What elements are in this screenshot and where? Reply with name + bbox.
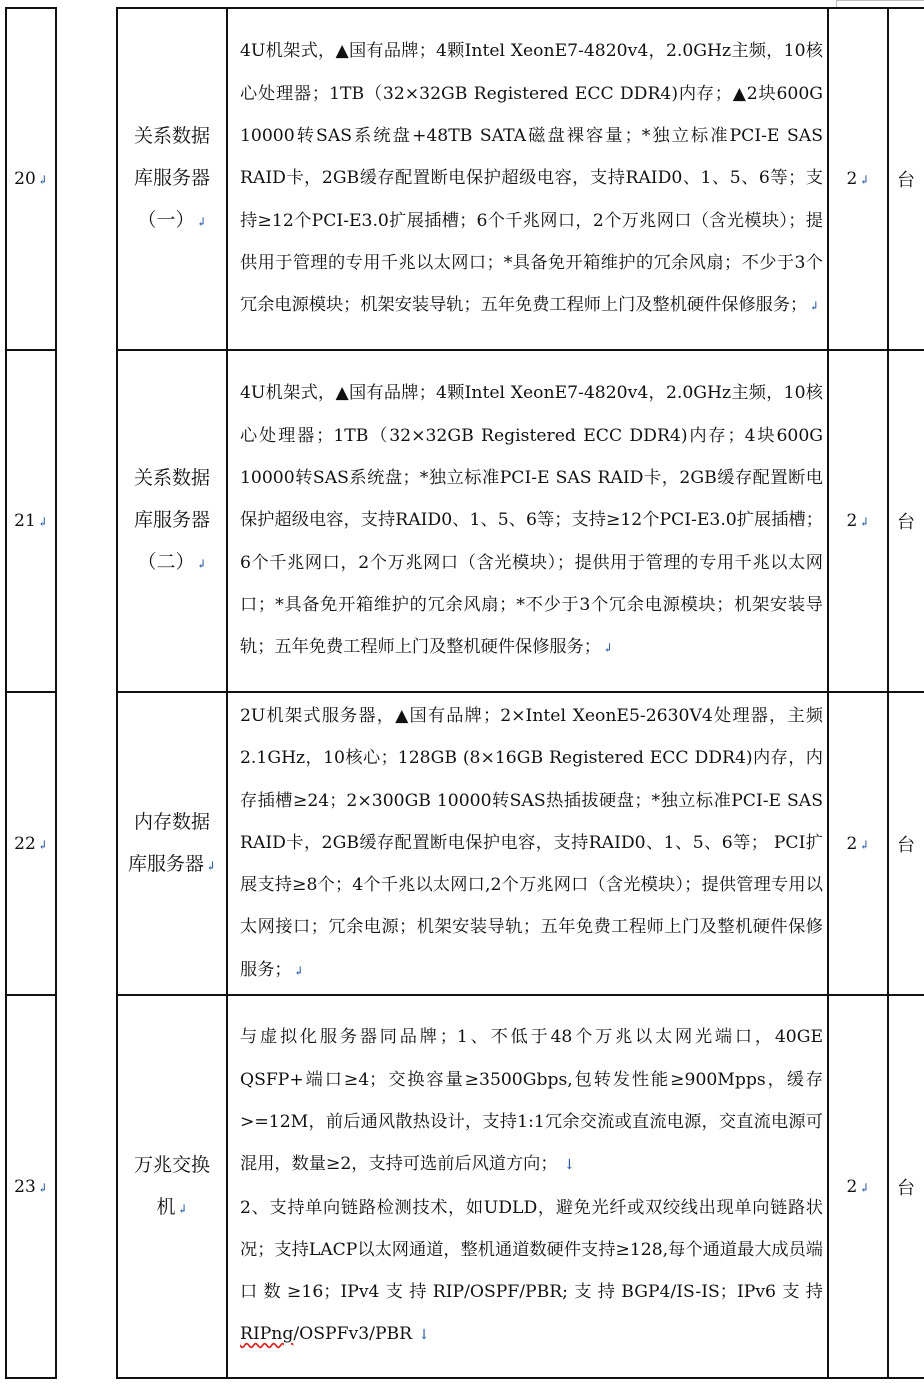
row-number-cell: 20 ↲ — [6, 8, 56, 350]
spec-cell: 4U机架式，▲国有品牌；4颗Intel XeonE7-4820v4，2.0GHz主频，10核心处理器；1TB（32×32GB Registered ECC DDR4)内存；4块600G 10000转SAS系统盘；*独立标准PCI-E SAS RAID卡，2GB缓存配置断电保护超级电容，支持RAID0、1、5、6等；支持≥12个PCI-E3.0扩展插槽；6个千兆网口，2个万兆网口（含光模块）；提供用于管理的专用千兆以太网口；*具备免开箱维护的冗余风扇；*不少于3个冗余电源模块；机架安装导轨；五年免费工程师上门及整机硬件保修服务； ↲ — [227, 350, 828, 692]
spellcheck-underline: RIPng — [240, 1324, 294, 1345]
spec-cell: 4U机架式，▲国有品牌；4颗Intel XeonE7-4820v4，2.0GHz主频，10核心处理器；1TB（32×32GB Registered ECC DDR4)内存；▲2块600G 10000转SAS系统盘+48TB SATA磁盘裸容量；*独立标准PCI-E SAS RAID卡，2GB缓存配置断电保护超级电容，支持RAID0、1、5、6等；支持≥12个PCI-E3.0扩展插槽；6个千兆网口，2个万兆网口（含光模块）；提供用于管理的专用千兆以太网口；*具备免开箱维护的冗余风扇；不少于3个冗余电源模块；机架安装导轨；五年免费工程师上门及整机硬件保修服务； ↲ — [227, 8, 828, 350]
item-name-cell: 关系数据 库服务器 （二） ↲ — [117, 350, 227, 692]
unit-cell: 台 — [888, 692, 924, 995]
quantity-cell: 2 ↲ — [828, 995, 888, 1378]
row-number-cell: 21 ↲ — [6, 350, 56, 692]
spec-table — [5, 7, 924, 1379]
empty-cell — [56, 350, 117, 692]
table-row — [6, 692, 924, 995]
unit-cell: 台 — [888, 350, 924, 692]
row-number-cell: 22 ↲ — [6, 692, 56, 995]
quantity-cell: 2 ↲ — [828, 8, 888, 350]
item-name-cell: 内存数据 库服务器 ↲ — [117, 692, 227, 995]
table-row — [6, 350, 924, 692]
table-row — [6, 8, 924, 350]
quantity-cell: 2 ↲ — [828, 350, 888, 692]
page-corner-mark — [836, 0, 924, 7]
table-row — [6, 995, 924, 1378]
row-number-cell: 23 ↲ — [6, 995, 56, 1378]
empty-cell — [56, 8, 117, 350]
empty-cell — [56, 995, 117, 1378]
item-name-cell: 万兆交换 机 ↲ — [117, 995, 227, 1378]
unit-cell: 台 — [888, 8, 924, 350]
item-name-cell: 关系数据 库服务器 （一） ↲ — [117, 8, 227, 350]
spec-cell: 2U机架式服务器，▲国有品牌；2×Intel XeonE5-2630V4处理器，主频2.1GHz，10核心；128GB (8×16GB Registered ECC DDR4)内存，内存插槽≥24；2×300GB 10000转SAS热插拔硬盘；*独立标准PCI-E SAS RAID卡，2GB缓存配置断电保护电容，支持RAID0、1、5、6等； PCI扩展支持≥8个；4个千兆以太网口,2个万兆网口（含光模块）；提供管理专用以太网接口；冗余电源；机架安装导轨；五年免费工程师上门及整机硬件保修服务； ↲ — [227, 692, 828, 995]
unit-cell: 台 — [888, 995, 924, 1378]
quantity-cell: 2 ↲ — [828, 692, 888, 995]
empty-cell — [56, 692, 117, 995]
spec-cell: 与虚拟化服务器同品牌；1、不低于48个万兆以太网光端口，40GE QSFP+端口≥4；交换容量≥3500Gbps,包转发性能≥900Mpps，缓存>=12M，前后通风散热设计，支持1:1冗余交流或直流电源，交直流电源可混用，数量≥2，支持可选前后风道方向； ↓ 2、支持单向链路检测技术，如UDLD，避免光纤或双绞线出现单向链路状况；支持LACP以太网通道，整机通道数硬件支持≥128,每个通道最大成员端口数≥16；IPv4支持RIP/OSPF/PBR;支持BGP4/IS-IS；IPv6支持RIPng/OSPFv3/PBR ↓ — [227, 995, 828, 1378]
